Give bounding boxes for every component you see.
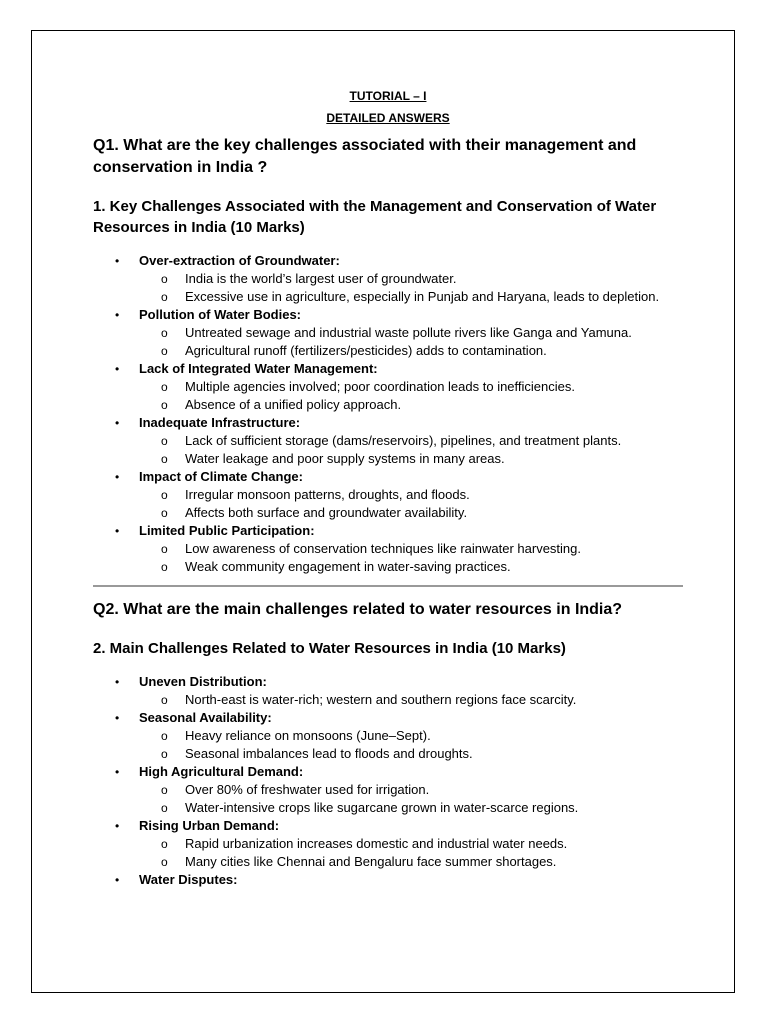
list-item: [93, 673, 683, 709]
sub-list-item: [139, 504, 683, 522]
sub-list-item: [139, 781, 683, 799]
list-item-title: Seasonal Availability:: [139, 710, 272, 725]
sub-list: [139, 378, 683, 414]
sub-list: [139, 691, 683, 709]
circle-bullet-icon: o: [161, 729, 168, 743]
sub-list-text: Excessive use in agriculture, especially in Punjab and Haryana, leads to depletion.: [185, 289, 660, 304]
sub-list: [139, 781, 683, 817]
list-item-title: Over-extraction of Groundwater:: [139, 253, 340, 268]
sub-list-item: [139, 745, 683, 763]
sub-list-text: Untreated sewage and industrial waste pollute rivers like Ganga and Yamuna.: [185, 325, 632, 340]
sub-list-item: [139, 432, 683, 450]
circle-bullet-icon: o: [161, 837, 168, 851]
sub-list-text: Seasonal imbalances lead to floods and droughts.: [185, 746, 473, 761]
list-item-title: Inadequate Infrastructure:: [139, 415, 301, 430]
list-item: [93, 468, 683, 522]
sub-list-item: [139, 486, 683, 504]
list-item-title: Impact of Climate Change:: [139, 469, 303, 484]
circle-bullet-icon: o: [161, 801, 168, 815]
sub-list-item: [139, 835, 683, 853]
sub-list-text: Lack of sufficient storage (dams/reservoirs), pipelines, and treatment plants.: [185, 433, 622, 448]
sub-list-text: Low awareness of conservation techniques like rainwater harvesting.: [185, 541, 581, 556]
question-2: Q2. What are the main challenges related to water resources in India?: [93, 601, 623, 618]
list-item: [93, 360, 683, 414]
list-item: [93, 817, 683, 871]
list-item-title: Rising Urban Demand:: [139, 818, 280, 833]
list-item: [93, 252, 683, 306]
sub-list-text: Heavy reliance on monsoons (June–Sept).: [185, 728, 431, 743]
question-1: Q1. What are the key challenges associated with their management and conservation in India ?: [93, 137, 637, 176]
sub-list-item: [139, 558, 683, 576]
sub-list-item: [139, 450, 683, 468]
bullet-icon: •: [115, 416, 120, 430]
sub-list-item: [139, 324, 683, 342]
list-item-title: Pollution of Water Bodies:: [139, 307, 302, 322]
circle-bullet-icon: o: [161, 855, 168, 869]
answer-2-heading: 2. Main Challenges Related to Water Resources in India (10 Marks): [93, 640, 566, 657]
circle-bullet-icon: o: [161, 272, 168, 286]
sub-list-item: [139, 342, 683, 360]
document-content: [93, 87, 683, 889]
sub-list: [139, 432, 683, 468]
bullet-icon: •: [115, 711, 120, 725]
sub-list: [139, 540, 683, 576]
sub-list: [139, 727, 683, 763]
bullet-icon: •: [115, 873, 120, 887]
sub-list-text: India is the world’s largest user of groundwater.: [185, 271, 457, 286]
sub-list-text: Irregular monsoon patterns, droughts, and floods.: [185, 487, 470, 502]
sub-list-text: Multiple agencies involved; poor coordination leads to inefficiencies.: [185, 379, 575, 394]
answer-1-heading: 1. Key Challenges Associated with the Management and Conservation of Water Resources in India (10 Marks): [93, 198, 657, 236]
circle-bullet-icon: o: [161, 542, 168, 556]
circle-bullet-icon: o: [161, 560, 168, 574]
sub-list-text: Affects both surface and groundwater availability.: [185, 505, 468, 520]
list-item-title: Limited Public Participation:: [139, 523, 315, 538]
circle-bullet-icon: o: [161, 326, 168, 340]
circle-bullet-icon: o: [161, 290, 168, 304]
sub-list-item: [139, 396, 683, 414]
sub-list-text: Over 80% of freshwater used for irrigation.: [185, 782, 430, 797]
sub-list-text: Water-intensive crops like sugarcane grown in water-scarce regions.: [185, 800, 579, 815]
sub-list-text: Rapid urbanization increases domestic and industrial water needs.: [185, 836, 568, 851]
sub-list-item: [139, 540, 683, 558]
circle-bullet-icon: o: [161, 380, 168, 394]
doc-subtitle: DETAILED ANSWERS: [326, 111, 450, 125]
sub-list-text: Water leakage and poor supply systems in many areas.: [185, 451, 505, 466]
sub-list-text: Weak community engagement in water-saving practices.: [185, 559, 511, 574]
bullet-icon: •: [115, 675, 120, 689]
circle-bullet-icon: o: [161, 506, 168, 520]
sub-list-item: [139, 288, 683, 306]
bullet-icon: •: [115, 254, 120, 268]
list-item: [93, 871, 683, 889]
list-item: [93, 763, 683, 817]
list-item-title: Lack of Integrated Water Management:: [139, 361, 378, 376]
bullet-icon: •: [115, 819, 120, 833]
sub-list: [139, 486, 683, 522]
list-item-title: High Agricultural Demand:: [139, 764, 304, 779]
sub-list-text: Agricultural runoff (fertilizers/pesticides) adds to contamination.: [185, 343, 547, 358]
sub-list-item: [139, 799, 683, 817]
circle-bullet-icon: o: [161, 747, 168, 761]
circle-bullet-icon: o: [161, 783, 168, 797]
sub-list: [139, 835, 683, 871]
circle-bullet-icon: o: [161, 344, 168, 358]
sub-list-text: Many cities like Chennai and Bengaluru face summer shortages.: [185, 854, 557, 869]
list-item: [93, 709, 683, 763]
bullet-icon: •: [115, 765, 120, 779]
doc-title: TUTORIAL – I: [349, 89, 427, 103]
bullet-icon: •: [115, 308, 120, 322]
circle-bullet-icon: o: [161, 434, 168, 448]
sub-list-item: [139, 378, 683, 396]
list-item-title: Uneven Distribution:: [139, 674, 267, 689]
list-item: [93, 522, 683, 576]
bullet-icon: •: [115, 524, 120, 538]
circle-bullet-icon: o: [161, 488, 168, 502]
answer-2-list: [93, 673, 683, 889]
bullet-icon: •: [115, 362, 120, 376]
sub-list-text: North-east is water-rich; western and southern regions face scarcity.: [185, 692, 577, 707]
list-item: [93, 414, 683, 468]
list-item: [93, 306, 683, 360]
sub-list-item: [139, 270, 683, 288]
section-divider: [93, 585, 683, 587]
circle-bullet-icon: o: [161, 693, 168, 707]
sub-list-item: [139, 727, 683, 745]
list-item-title: Water Disputes:: [139, 872, 238, 887]
circle-bullet-icon: o: [161, 452, 168, 466]
sub-list-item: [139, 853, 683, 871]
sub-list-text: Absence of a unified policy approach.: [185, 397, 402, 412]
circle-bullet-icon: o: [161, 398, 168, 412]
sub-list: [139, 270, 683, 306]
answer-1-list: [93, 252, 683, 576]
sub-list-item: [139, 691, 683, 709]
bullet-icon: •: [115, 470, 120, 484]
sub-list: [139, 324, 683, 360]
